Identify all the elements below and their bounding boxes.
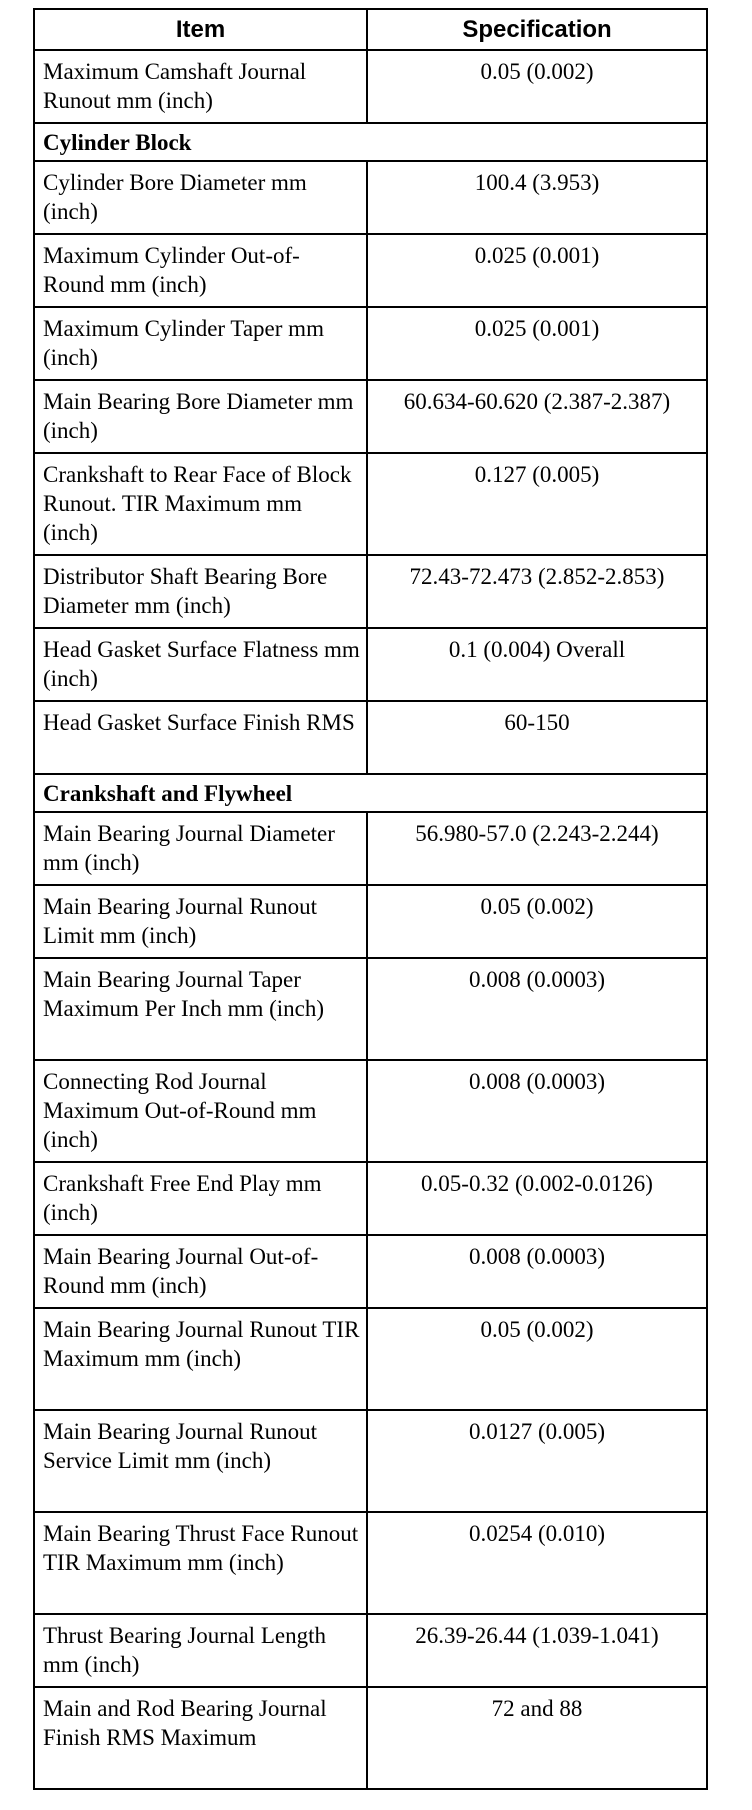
column-header-item: Item: [34, 9, 367, 50]
table-row: [34, 1308, 707, 1410]
table-row: [34, 1687, 707, 1789]
item-cell: Main Bearing Journal Taper Maximum Per Inch mm (inch): [34, 958, 367, 1060]
spec-cell: 0.127 (0.005): [367, 453, 707, 555]
spec-cell: 0.05 (0.002): [367, 885, 707, 958]
spec-cell: 0.025 (0.001): [367, 234, 707, 307]
item-cell: Head Gasket Surface Finish RMS: [34, 701, 367, 774]
table-row: [34, 885, 707, 958]
table-row: [34, 628, 707, 701]
column-header-specification: Specification: [367, 9, 707, 50]
item-cell: Main Bearing Journal Runout Service Limit mm (inch): [34, 1410, 367, 1512]
table-row: [34, 1614, 707, 1687]
table-row: [34, 701, 707, 774]
table-row: [34, 958, 707, 1060]
spec-cell: 0.008 (0.0003): [367, 1060, 707, 1162]
spec-cell: 72 and 88: [367, 1687, 707, 1789]
spec-cell: 26.39-26.44 (1.039-1.041): [367, 1614, 707, 1687]
header-row: [34, 9, 707, 50]
item-cell: Connecting Rod Journal Maximum Out-of-Round mm (inch): [34, 1060, 367, 1162]
table-row: [34, 50, 707, 123]
spec-cell: 72.43-72.473 (2.852-2.853): [367, 555, 707, 628]
item-cell: Maximum Cylinder Out-of-Round mm (inch): [34, 234, 367, 307]
item-cell: Distributor Shaft Bearing Bore Diameter mm (inch): [34, 555, 367, 628]
section-heading: Crankshaft and Flywheel: [34, 774, 707, 812]
spec-cell: 0.008 (0.0003): [367, 1235, 707, 1308]
spec-cell: 0.008 (0.0003): [367, 958, 707, 1060]
table-row: [34, 380, 707, 453]
spec-cell: 0.0254 (0.010): [367, 1512, 707, 1614]
item-cell: Main Bearing Journal Diameter mm (inch): [34, 812, 367, 885]
spec-cell: 56.980-57.0 (2.243-2.244): [367, 812, 707, 885]
item-cell: Maximum Camshaft Journal Runout mm (inch): [34, 50, 367, 123]
item-cell: Thrust Bearing Journal Length mm (inch): [34, 1614, 367, 1687]
table-row: [34, 453, 707, 555]
section-row: [34, 774, 707, 812]
table-row: [34, 1162, 707, 1235]
spec-cell: 0.05 (0.002): [367, 50, 707, 123]
table-row: [34, 1410, 707, 1512]
item-cell: Main Bearing Journal Runout TIR Maximum mm (inch): [34, 1308, 367, 1410]
section-row: [34, 123, 707, 161]
table-row: [34, 1512, 707, 1614]
table-row: [34, 1235, 707, 1308]
table-row: [34, 1060, 707, 1162]
table-row: [34, 234, 707, 307]
item-cell: Cylinder Bore Diameter mm (inch): [34, 161, 367, 234]
specification-table: [33, 8, 708, 1790]
spec-cell: 100.4 (3.953): [367, 161, 707, 234]
section-heading: Cylinder Block: [34, 123, 707, 161]
item-cell: Head Gasket Surface Flatness mm (inch): [34, 628, 367, 701]
item-cell: Crankshaft Free End Play mm (inch): [34, 1162, 367, 1235]
spec-cell: 60-150: [367, 701, 707, 774]
item-cell: Maximum Cylinder Taper mm (inch): [34, 307, 367, 380]
spec-cell: 60.634-60.620 (2.387-2.387): [367, 380, 707, 453]
item-cell: Crankshaft to Rear Face of Block Runout. TIR Maximum mm (inch): [34, 453, 367, 555]
table-row: [34, 555, 707, 628]
spec-cell: 0.05 (0.002): [367, 1308, 707, 1410]
item-cell: Main Bearing Thrust Face Runout TIR Maximum mm (inch): [34, 1512, 367, 1614]
spec-cell: 0.1 (0.004) Overall: [367, 628, 707, 701]
spec-cell: 0.05-0.32 (0.002-0.0126): [367, 1162, 707, 1235]
item-cell: Main Bearing Journal Out-of-Round mm (inch): [34, 1235, 367, 1308]
item-cell: Main Bearing Bore Diameter mm (inch): [34, 380, 367, 453]
spec-cell: 0.025 (0.001): [367, 307, 707, 380]
item-cell: Main and Rod Bearing Journal Finish RMS Maximum: [34, 1687, 367, 1789]
spec-cell: 0.0127 (0.005): [367, 1410, 707, 1512]
table-row: [34, 307, 707, 380]
item-cell: Main Bearing Journal Runout Limit mm (inch): [34, 885, 367, 958]
table-row: [34, 161, 707, 234]
table-row: [34, 812, 707, 885]
